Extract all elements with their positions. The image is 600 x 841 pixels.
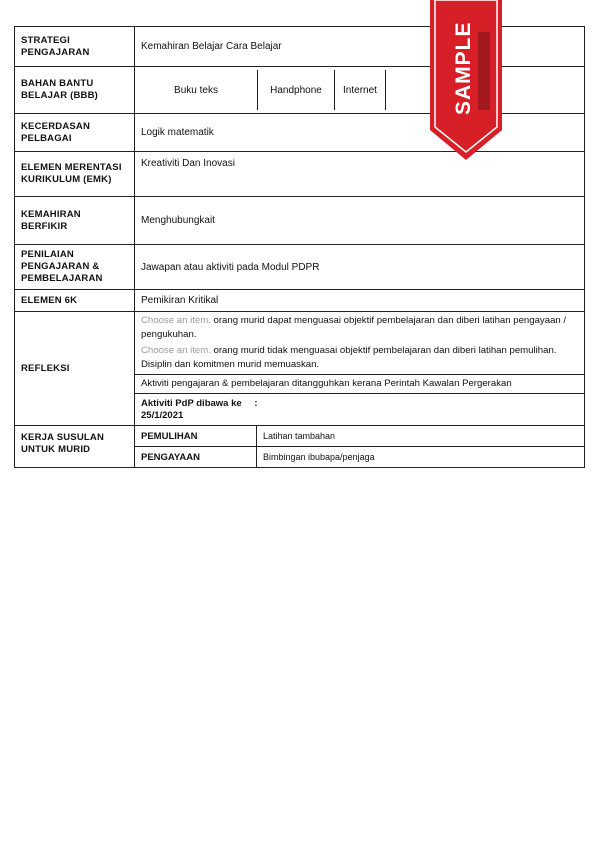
strategi-label: STRATEGI PENGAJARAN xyxy=(15,27,135,67)
kecerdasan-label: KECERDASAN PELBAGAI xyxy=(15,114,135,152)
kerja-label: KERJA SUSULAN UNTUK MURID xyxy=(15,426,135,468)
penilaian-label: PENILAIAN PENGAJARAN & PEMBELAJARAN xyxy=(15,245,135,290)
elemen6k-label: ELEMEN 6K xyxy=(15,290,135,312)
emk-value: Kreativiti Dan Inovasi xyxy=(135,152,585,197)
pengayaan-label: PENGAYAAN xyxy=(135,447,257,467)
kerja-content xyxy=(135,426,585,468)
refleksi-not-mastered xyxy=(135,344,584,374)
bbb-items xyxy=(135,67,585,114)
row-penilaian xyxy=(15,245,585,290)
elemen6k-value: Pemikiran Kritikal xyxy=(135,290,585,312)
refleksi-not-mastered-text: orang murid tidak menguasai objektif pembelajaran dan diberi latihan pemulihan. Disiplin dan komitmen murid memuaskan. xyxy=(141,344,557,370)
bbb-item-buku-teks: Buku teks xyxy=(135,70,258,110)
aktiviti-colon: : xyxy=(254,397,258,409)
pemulihan-value: Latihan tambahan xyxy=(263,431,336,442)
aktiviti-date: 25/1/2021 xyxy=(141,409,184,421)
refleksi-postponed: Aktiviti pengajaran & pembelajaran ditangguhkan kerana Perintah Kawalan Pergerakan xyxy=(135,374,584,393)
pemulihan-label: PEMULIHAN xyxy=(135,426,257,446)
pengayaan-row xyxy=(135,446,584,467)
row-refleksi xyxy=(15,312,585,426)
bbb-item-internet: Internet xyxy=(335,70,386,110)
row-elemen6k xyxy=(15,290,585,312)
emk-label: ELEMEN MERENTASI KURIKULUM (EMK) xyxy=(15,152,135,197)
bbb-label: BAHAN BANTU BELAJAR (BBB) xyxy=(15,67,135,114)
choose-item-dropdown-2[interactable]: Choose an item. xyxy=(141,344,211,356)
refleksi-mastered-text: orang murid dapat menguasai objektif pembelajaran dan diberi latihan pengayaan / pengukuhan. xyxy=(141,315,567,340)
pemulihan-row xyxy=(135,426,584,446)
refleksi-label: REFLEKSI xyxy=(15,312,135,426)
refleksi-content xyxy=(135,312,585,426)
kemahiran-value: Menghubungkait xyxy=(135,197,585,245)
aktiviti-label: Aktiviti PdP dibawa ke xyxy=(141,397,242,409)
sample-watermark-text: SAMPLE xyxy=(452,21,475,115)
pengayaan-value: Bimbingan ibubapa/penjaga xyxy=(263,452,375,463)
kecerdasan-value: Logik matematik xyxy=(135,114,585,152)
kemahiran-label: KEMAHIRAN BERFIKIR xyxy=(15,197,135,245)
row-kerja-susulan xyxy=(15,426,585,468)
row-kemahiran xyxy=(15,197,585,245)
penilaian-value: Jawapan atau aktiviti pada Modul PDPR xyxy=(135,245,585,290)
bbb-item-handphone: Handphone xyxy=(258,70,335,110)
choose-item-dropdown-1[interactable]: Choose an item. xyxy=(141,315,211,326)
refleksi-aktiviti xyxy=(135,393,584,426)
refleksi-mastered xyxy=(135,312,584,344)
sample-watermark xyxy=(430,0,502,160)
strategi-value: Kemahiran Belajar Cara Belajar xyxy=(135,27,585,67)
